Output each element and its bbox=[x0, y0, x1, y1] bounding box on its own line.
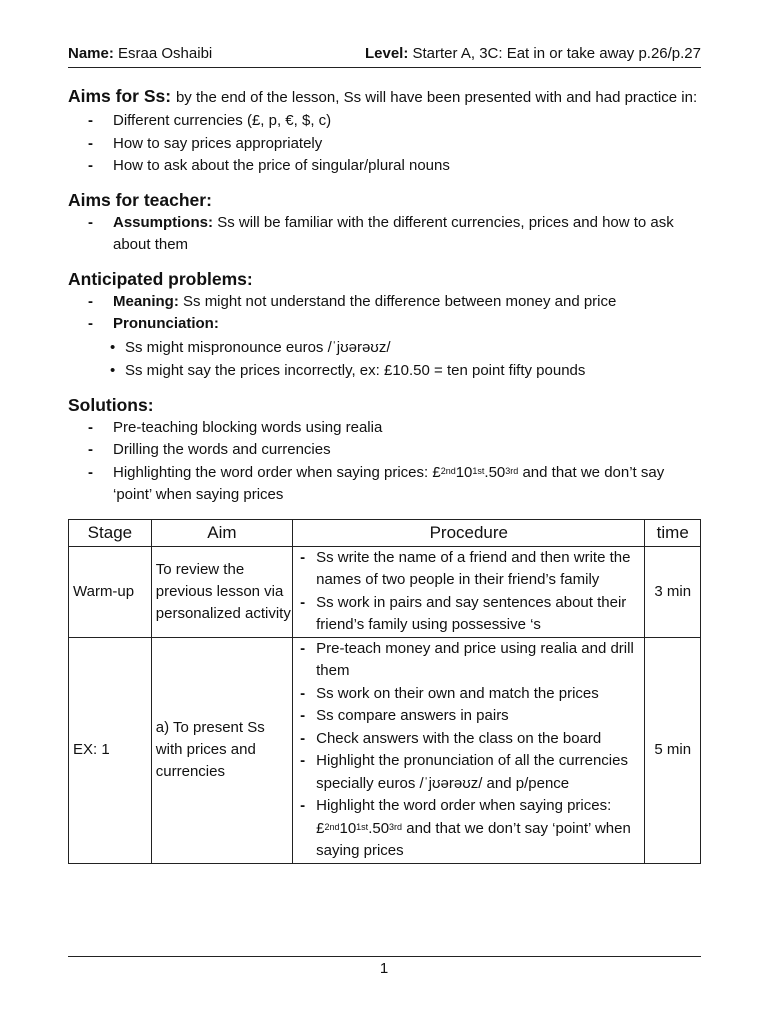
column-header-time: time bbox=[645, 519, 701, 546]
footer-divider bbox=[68, 956, 701, 957]
document-page bbox=[68, 44, 701, 864]
name-label: Name: bbox=[68, 45, 114, 62]
aims-teacher-heading: Aims for teacher: bbox=[68, 189, 212, 210]
aims-ss-section bbox=[68, 84, 701, 110]
procedure-step: - Highlight the pronunciation of all the currencies specially euros /ˈjʊərəʊz/ and p/pence bbox=[293, 750, 644, 795]
aims-ss-heading: Aims for Ss: bbox=[68, 86, 172, 106]
procedure-step: - Pre-teach money and price using realia and drill them bbox=[293, 638, 644, 683]
ordinal-superscript: 2nd bbox=[440, 465, 456, 476]
time-cell: 3 min bbox=[645, 546, 701, 637]
list-item bbox=[68, 313, 701, 336]
text-part: Highlighting the word order when saying prices: £ bbox=[113, 463, 441, 481]
aims-ss-list bbox=[68, 110, 701, 178]
ordinal-superscript: 3rd bbox=[505, 465, 519, 476]
assumptions-text: Ss will be familiar with the different currencies, prices and how to ask about them bbox=[113, 213, 674, 253]
procedure-step: - Check answers with the class on the board bbox=[293, 728, 644, 751]
lesson-plan-table bbox=[68, 519, 701, 864]
meaning-label: Meaning: bbox=[113, 292, 179, 310]
aims-ss-intro: by the end of the lesson, Ss will have been presented with and had practice in: bbox=[175, 89, 698, 106]
time-cell: 5 min bbox=[645, 637, 701, 863]
level-label: Level: bbox=[364, 45, 409, 62]
document-header bbox=[68, 44, 701, 68]
aim-cell: a) To present Ss with prices and currencies bbox=[151, 637, 292, 863]
list-item: - How to ask about the price of singular/plural nouns bbox=[68, 155, 701, 178]
solutions-list bbox=[68, 417, 701, 507]
procedure-step: - Ss write the name of a friend and then write the names of two people in their friend’s family bbox=[293, 547, 644, 592]
list-item: - Drilling the words and currencies bbox=[68, 439, 701, 462]
pronunciation-label: Pronunciation: bbox=[113, 315, 219, 332]
list-item: - Different currencies (£, p, €, $, c) bbox=[68, 110, 701, 133]
solutions-heading: Solutions: bbox=[68, 394, 154, 415]
page-number: 1 bbox=[379, 960, 389, 977]
list-item: - Pre-teaching blocking words using realia bbox=[68, 417, 701, 440]
aims-teacher-list bbox=[68, 212, 701, 257]
procedure-cell bbox=[293, 546, 645, 637]
text-part: .50 bbox=[368, 819, 390, 837]
list-item bbox=[68, 291, 701, 314]
column-header-procedure: Procedure bbox=[293, 519, 645, 546]
text-part: .50 bbox=[484, 463, 506, 481]
ordinal-superscript: 2nd bbox=[324, 821, 340, 832]
stage-cell: Warm-up bbox=[69, 546, 152, 637]
text-part: 10 bbox=[339, 819, 357, 837]
ordinal-superscript: 1st bbox=[472, 465, 485, 476]
text-part: 10 bbox=[455, 463, 473, 481]
name-value: Esraa Oshaibi bbox=[118, 45, 213, 62]
text-part: Highlight the word order when saying prices: £ bbox=[316, 797, 612, 837]
column-header-aim: Aim bbox=[151, 519, 292, 546]
assumptions-label: Assumptions: bbox=[113, 213, 214, 231]
list-item: • Ss might mispronounce euros /ˈjʊərəʊz/ bbox=[68, 336, 701, 360]
level-value: Starter A, 3C: Eat in or take away p.26/p.27 bbox=[412, 45, 701, 62]
ordinal-superscript: 1st bbox=[356, 821, 369, 832]
table-header-row bbox=[69, 519, 701, 546]
ordinal-superscript: 3rd bbox=[389, 821, 403, 832]
procedure-step: - Ss compare answers in pairs bbox=[293, 705, 644, 728]
list-item: • Ss might say the prices incorrectly, ex: £10.50 = ten point fifty pounds bbox=[68, 359, 701, 383]
problems-heading: Anticipated problems: bbox=[68, 268, 253, 289]
list-item bbox=[68, 462, 701, 507]
table-row bbox=[69, 637, 701, 863]
pronunciation-list bbox=[68, 336, 701, 383]
problems-list bbox=[68, 291, 701, 336]
procedure-step bbox=[293, 795, 644, 863]
stage-cell: EX: 1 bbox=[69, 637, 152, 863]
text-part: and that we don’t say ‘point’ when saying prices bbox=[316, 819, 631, 859]
text-part: and that we don’t say ‘point’ when saying prices bbox=[113, 463, 665, 503]
list-item: - How to say prices appropriately bbox=[68, 133, 701, 156]
table-row bbox=[69, 546, 701, 637]
aim-cell: To review the previous lesson via personalized activity bbox=[151, 546, 292, 637]
name-field bbox=[68, 44, 212, 64]
procedure-step: - Ss work on their own and match the prices bbox=[293, 683, 644, 706]
level-field bbox=[365, 44, 701, 64]
procedure-cell bbox=[293, 637, 645, 863]
procedure-step: - Ss work in pairs and say sentences about their friend’s family using possessive ‘s bbox=[293, 592, 644, 637]
list-item bbox=[68, 212, 701, 257]
meaning-text: Ss might not understand the difference between money and price bbox=[183, 292, 617, 310]
column-header-stage: Stage bbox=[69, 519, 152, 546]
